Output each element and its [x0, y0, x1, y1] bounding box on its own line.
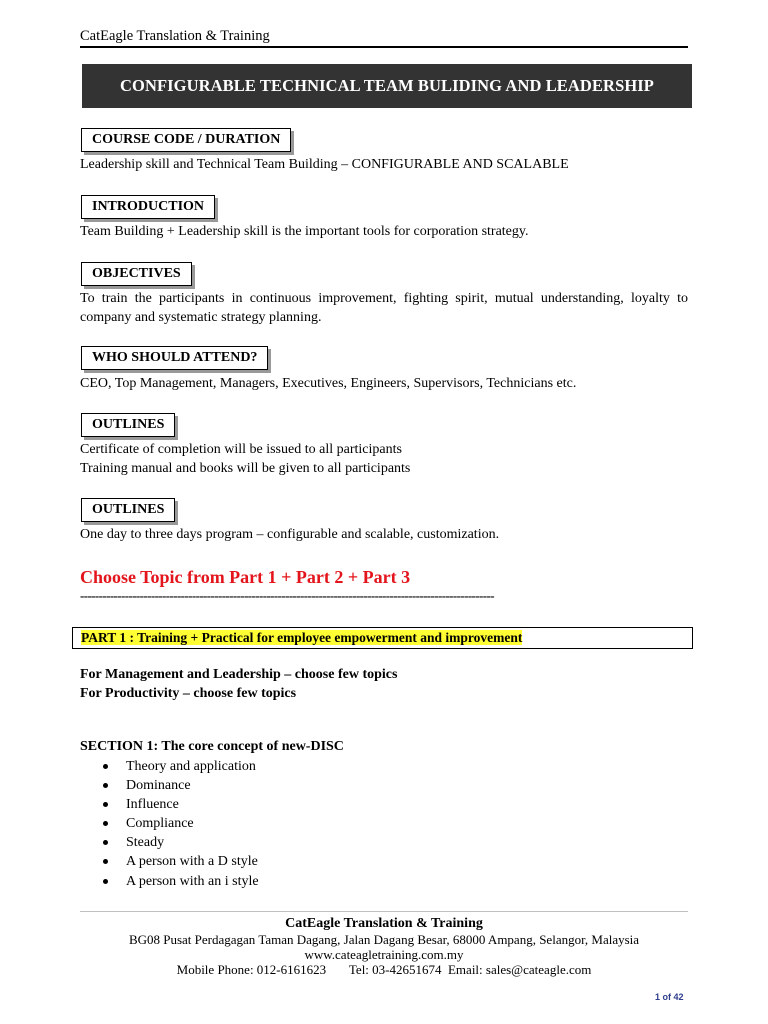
list-item: Compliance: [103, 814, 259, 833]
footer-website[interactable]: www.cateagletraining.com.my: [304, 947, 464, 962]
outlines-label-1: OUTLINES: [81, 413, 175, 437]
outlines-text-2: One day to three days program – configurable and scalable, customization.: [80, 527, 500, 542]
part1-heading-box: [72, 627, 693, 649]
bullet-icon: [103, 840, 108, 845]
outlines-text-1b: Training manual and books will be given to all participants: [80, 461, 411, 476]
who-should-attend-label: WHO SHOULD ATTEND?: [81, 346, 268, 370]
introduction-label: INTRODUCTION: [81, 195, 215, 219]
part1-line-productivity: For Productivity – choose few topics: [80, 686, 297, 701]
list-item: Theory and application: [103, 757, 259, 776]
objectives-label: OBJECTIVES: [81, 262, 192, 286]
list-item: Dominance: [103, 776, 259, 795]
outlines-text-1a: Certificate of completion will be issued to all participants: [80, 442, 402, 457]
introduction-text: Team Building + Leadership skill is the important tools for corporation strategy.: [80, 224, 529, 239]
bullet-icon: [103, 879, 108, 884]
footer-rule: [80, 911, 688, 912]
course-code-label: COURSE CODE / DURATION: [81, 128, 291, 152]
header-company: CatEagle Translation & Training: [80, 28, 270, 44]
part1-heading: PART 1 : Training + Practical for employee empowerment and improvement: [81, 630, 523, 645]
list-item: Steady: [103, 833, 259, 852]
bullet-icon: [103, 859, 108, 864]
section1-title: SECTION 1: The core concept of new-DISC: [80, 739, 344, 754]
title-banner: [82, 64, 692, 108]
course-code-text: Leadership skill and Technical Team Building – CONFIGURABLE AND SCALABLE: [80, 157, 569, 172]
dashed-separator: ---------------------------------------------------------------------------------------------------------------: [80, 588, 494, 603]
list-item: A person with an i style: [103, 872, 259, 891]
footer-contact: Mobile Phone: 012-6161623 Tel: 03-42651674 Email: sales@cateagle.com: [176, 962, 592, 977]
bullet-icon: [103, 821, 108, 826]
topic-heading: Choose Topic from Part 1 + Part 2 + Part 3: [80, 567, 411, 587]
who-should-attend-text: CEO, Top Management, Managers, Executives, Engineers, Supervisors, Technicians etc.: [80, 376, 577, 391]
footer-address: BG08 Pusat Perdagagan Taman Dagang, Jalan Dagang Besar, 68000 Ampang, Selangor, Malaysia: [128, 932, 640, 947]
list-item: A person with a D style: [103, 852, 259, 871]
outlines-label-2: OUTLINES: [81, 498, 175, 522]
bullet-icon: [103, 802, 108, 807]
header-rule: [80, 46, 688, 48]
bullet-icon: [103, 764, 108, 769]
page-indicator: 1 of 42: [655, 992, 684, 1002]
footer: [80, 915, 688, 977]
section1-bullet-list: [103, 757, 259, 891]
footer-company: CatEagle Translation & Training: [285, 916, 483, 931]
objectives-text: To train the participants in continuous improvement, fighting spirit, mutual understanding, loyalty to company and systematic strategy planning.: [80, 291, 688, 325]
bullet-icon: [103, 783, 108, 788]
list-item: Influence: [103, 795, 259, 814]
page-title: CONFIGURABLE TECHNICAL TEAM BULIDING AND LEADERSHIP: [120, 76, 654, 95]
part1-line-management: For Management and Leadership – choose few topics: [80, 667, 398, 682]
